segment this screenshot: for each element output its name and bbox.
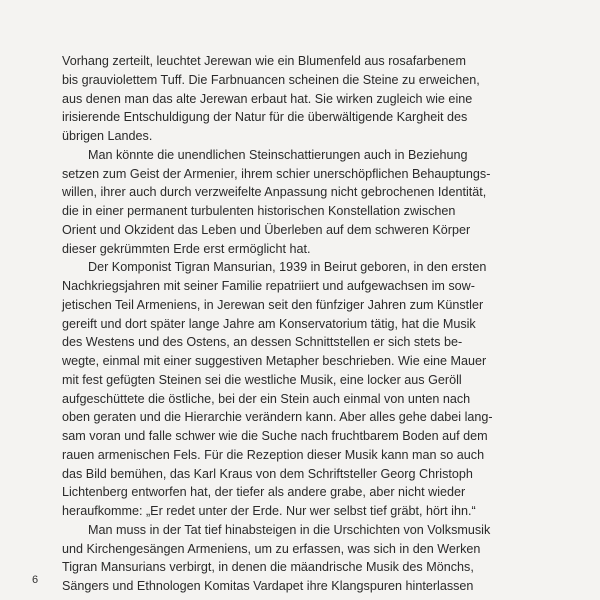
text-line: Nachkriegsjahren mit seiner Familie repatriiert und aufgewachsen im sow- — [62, 279, 475, 293]
text-line: irisierende Entschuldigung der Natur für die überwältigende Kargheit des — [62, 110, 468, 125]
text-line: Man muss in der Tat tief hinabsteigen in die Urschichten von Volksmusik — [88, 522, 491, 537]
text-line: mit fest gefügten Steinen sei die westliche Musik, eine locker aus Geröll — [62, 372, 462, 387]
text-line: rauen armenischen Fels. Für die Rezeption dieser Musik kann man so auch — [62, 447, 485, 462]
text-line: Der Komponist Tigran Mansurian, 1939 in Beirut geboren, in den ersten — [88, 260, 487, 275]
text-line: Orient und Okzident das Leben und Überleben auf dem schweren Körper — [62, 222, 471, 237]
text-line: Vorhang zerteilt, leuchtet Jerewan wie ein Blumenfeld aus rosafarbenem — [62, 54, 466, 68]
text-line: Lichtenberg entworfen hat, der tiefer als andere grabe, aber nicht wieder — [62, 485, 466, 500]
text-line: übrigen Landes. — [62, 129, 153, 143]
text-line: die in einer permanent turbulenten historischen Konstellation zwischen — [62, 204, 456, 218]
text-line: gereift und dort später lange Jahre am Konservatorium tätig, hat die Musik — [62, 316, 476, 331]
text-line: wegte, einmal mit einer suggestiven Metapher beschrieben. Wie eine Mauer — [62, 354, 487, 368]
text-line: aus denen man das alte Jerewan erbaut hat. Sie wirken zugleich wie eine — [62, 91, 473, 106]
text-line: das Bild bemühen, das Karl Kraus von dem Schriftsteller Georg Christoph — [62, 466, 473, 481]
text-line: Man könnte die unendlichen Steinschattierungen auch in Beziehung — [88, 147, 468, 162]
text-line: aufgeschüttete die östliche, bei der ein Stein auch einmal von unten nach — [62, 391, 471, 406]
text-line: und Kirchengesängen Armeniens, um zu erfassen, was sich in den Werken — [62, 541, 481, 556]
page-number: 6 — [32, 574, 39, 586]
text-line: willen, ihrer auch durch verzweifelte Anpassung nicht gebrochenen Identität, — [62, 185, 487, 200]
body-text — [62, 52, 542, 596]
text-line: oben geraten und die Hierarchie verändern kann. Aber alles gehe dabei lang- — [62, 410, 493, 425]
text-line: bis grauviolettem Tuff. Die Farbnuancen scheinen die Steine zu erweichen, — [62, 72, 480, 87]
text-line: Tigran Mansurians verbirgt, in denen die mäandrische Musik des Mönchs, — [62, 560, 474, 575]
text-line: jetischen Teil Armeniens, in Jerewan seit den fünfziger Jahren zum Künstler — [62, 297, 484, 312]
text-line: setzen zum Geist der Armenier, ihrem schier unerschöpflichen Behauptungs- — [62, 166, 491, 181]
text-line: heraufkomme: „Er redet unter der Erde. Nur wer selbst tief gräbt, hört ihn.“ — [62, 504, 476, 518]
text-line: sam voran und falle schwer wie die Suche nach fruchtbarem Boden auf dem — [62, 429, 488, 443]
text-line: dieser gekrümmten Erde erst ermöglicht hat. — [62, 241, 311, 256]
text-line: Sängers und Ethnologen Komitas Vardapet ihre Klangspuren hinterlassen — [62, 579, 474, 593]
text-line: des Westens und des Ostens, an dessen Schnittstellen er sich stets be- — [62, 335, 463, 350]
